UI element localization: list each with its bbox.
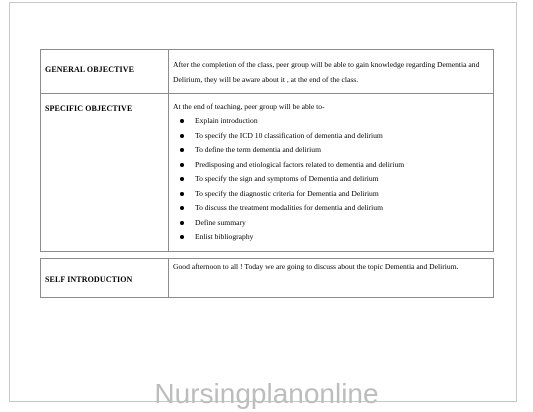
list-item: To specify the sign and symptoms of Dementia and delirium: [169, 172, 493, 187]
list-item: To define the term dementia and delirium: [169, 143, 493, 158]
list-item: To discuss the treatment modalities for dementia and delirium: [169, 201, 493, 216]
specific-objective-row: [41, 94, 494, 252]
self-introduction-text: Good afternoon to all ! Today we are going to discuss about the topic Dementia and Delirium.: [173, 262, 459, 271]
self-introduction-label-cell: [41, 259, 169, 298]
objectives-table: [40, 49, 494, 252]
bullet-icon: [180, 177, 184, 181]
general-objective-text-cell: [169, 50, 494, 94]
list-item: Explain introduction: [169, 114, 493, 129]
watermark: Nursingplanonline: [154, 378, 379, 409]
bullet-icon: [180, 148, 184, 152]
specific-objective-label-cell: [41, 94, 169, 252]
specific-objective-intro: At the end of teaching, peer group will be able to-: [173, 102, 325, 111]
list-item: Enlist bibliography: [169, 230, 493, 245]
bullet-icon: [180, 235, 184, 239]
specific-objective-list: [169, 114, 493, 245]
general-objective-label: GENERAL OBJECTIVE: [45, 65, 135, 74]
general-objective-text: After the completion of the class, peer group will be able to gain knowledge regarding Dementia and Delirium, they will be aware about it , at the end of the class.: [173, 60, 480, 84]
bullet-icon: [180, 206, 184, 210]
bullet-icon: [180, 134, 184, 138]
bullet-icon: [180, 221, 184, 225]
bullet-icon: [180, 163, 184, 167]
bullet-icon: [180, 192, 184, 196]
self-introduction-row: [41, 259, 494, 298]
specific-objective-label: SPECIFIC OBJECTIVE: [45, 104, 133, 113]
general-objective-row: [41, 50, 494, 94]
list-item: To specify the ICD 10 classification of dementia and delirium: [169, 129, 493, 144]
specific-objective-content-cell: [169, 94, 494, 252]
list-item: To specify the diagnostic criteria for Dementia and Delirium: [169, 187, 493, 202]
list-item: Define summary: [169, 216, 493, 231]
bullet-icon: [180, 119, 184, 123]
self-introduction-table: [40, 258, 494, 298]
self-introduction-label: SELF INTRODUCTION: [45, 275, 133, 284]
self-introduction-text-cell: [169, 259, 494, 298]
general-objective-label-cell: [41, 50, 169, 94]
list-item: Predisposing and etiological factors related to dementia and delirium: [169, 158, 493, 173]
